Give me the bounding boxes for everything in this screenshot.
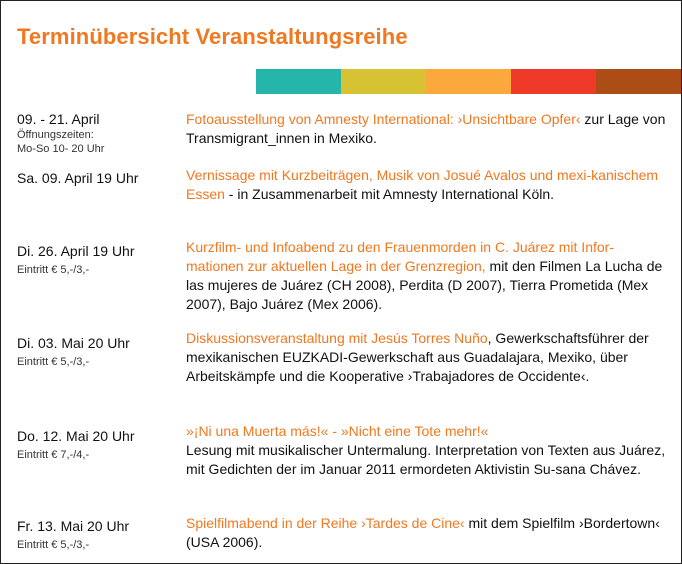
event-date-column	[17, 334, 182, 369]
event-date: Di. 03. Mai 20 Uhr	[17, 335, 130, 351]
event-title: Vernissage mit Kurzbeiträgen, Musik von Josué Avalos und mexi-kanischem Essen	[186, 167, 659, 202]
color-bar	[256, 69, 681, 94]
color-bar-brown	[596, 69, 681, 94]
admission-price: Eintritt € 7,-/4,-	[17, 449, 90, 461]
color-bar-orange	[426, 69, 511, 94]
event-details: zur Lage von Transmigrant_innen in Mexiko.	[186, 111, 666, 146]
event-date-column	[17, 169, 182, 187]
event-description	[186, 238, 671, 314]
event-title: Spielfilmabend in der Reihe ›Tardes de Cine‹	[186, 515, 465, 531]
event-date-column	[17, 517, 182, 552]
event-title: Kurzfilm- und Infoabend zu den Frauenmorden in C. Juárez mit Infor-mationen zur aktuellen Lage in der Grenzregion,	[186, 239, 614, 274]
event-date: Sa. 09. April 19 Uhr	[17, 170, 139, 186]
event-title: »¡Ni una Muerta más!« - »Nicht eine Tote mehr!«	[186, 423, 489, 439]
event-details: mit den Filmen La Lucha de las mujeres de Juárez (CH 2008), Perdita (D 2007), Tierra Prometida (Mex 2007), Bajo Juárez (Mex 2006).	[186, 258, 663, 312]
opening-hours-label: Öffnungszeiten:	[17, 129, 94, 141]
event-description	[186, 422, 671, 479]
event-date-column	[17, 242, 182, 277]
color-bar-red	[511, 69, 596, 94]
event-description	[186, 329, 671, 386]
event-title: Fotoausstellung von Amnesty International: ›Unsichtbare Opfer‹	[186, 111, 581, 127]
event-description	[186, 110, 671, 148]
event-details: Lesung mit musikalischer Untermalung. Interpretation von Texten aus Juárez, mit Gedichten der im Januar 2011 ermordeten Aktivistin Su-sana Chávez.	[186, 442, 666, 477]
color-bar-teal	[256, 69, 341, 94]
admission-price: Eintritt € 5,-/3,-	[17, 356, 90, 368]
event-date-column	[17, 110, 182, 156]
admission-price: Eintritt € 5,-/3,-	[17, 539, 90, 551]
event-details: - in Zusammenarbeit mit Amnesty International Köln.	[224, 186, 555, 202]
event-date: Di. 26. April 19 Uhr	[17, 243, 135, 259]
event-date: 09. - 21. April	[17, 111, 100, 127]
event-details: , Gewerkschaftsführer der mexikanischen EUZKADI-Gewerkschaft aus Guadalajara, Mexiko, über Arbeitskämpfe und die Kooperative ›Trabajadores de Occidente‹.	[186, 330, 649, 384]
event-date: Fr. 13. Mai 20 Uhr	[17, 518, 130, 534]
event-title: Diskussionsveranstaltung mit Jesús Torres Nuño	[186, 330, 488, 346]
event-date: Do. 12. Mai 20 Uhr	[17, 428, 135, 444]
event-description	[186, 166, 671, 204]
event-description	[186, 514, 671, 552]
page-title: Terminübersicht Veranstaltungsreihe	[17, 24, 408, 49]
event-details: mit dem Spielfilm ›Bordertown‹ (USA 2006).	[186, 515, 660, 550]
opening-hours-value: Mo-So 10- 20 Uhr	[17, 143, 105, 155]
admission-price: Eintritt € 5,-/3,-	[17, 264, 90, 276]
color-bar-yellow	[341, 69, 426, 94]
event-date-column	[17, 427, 182, 462]
